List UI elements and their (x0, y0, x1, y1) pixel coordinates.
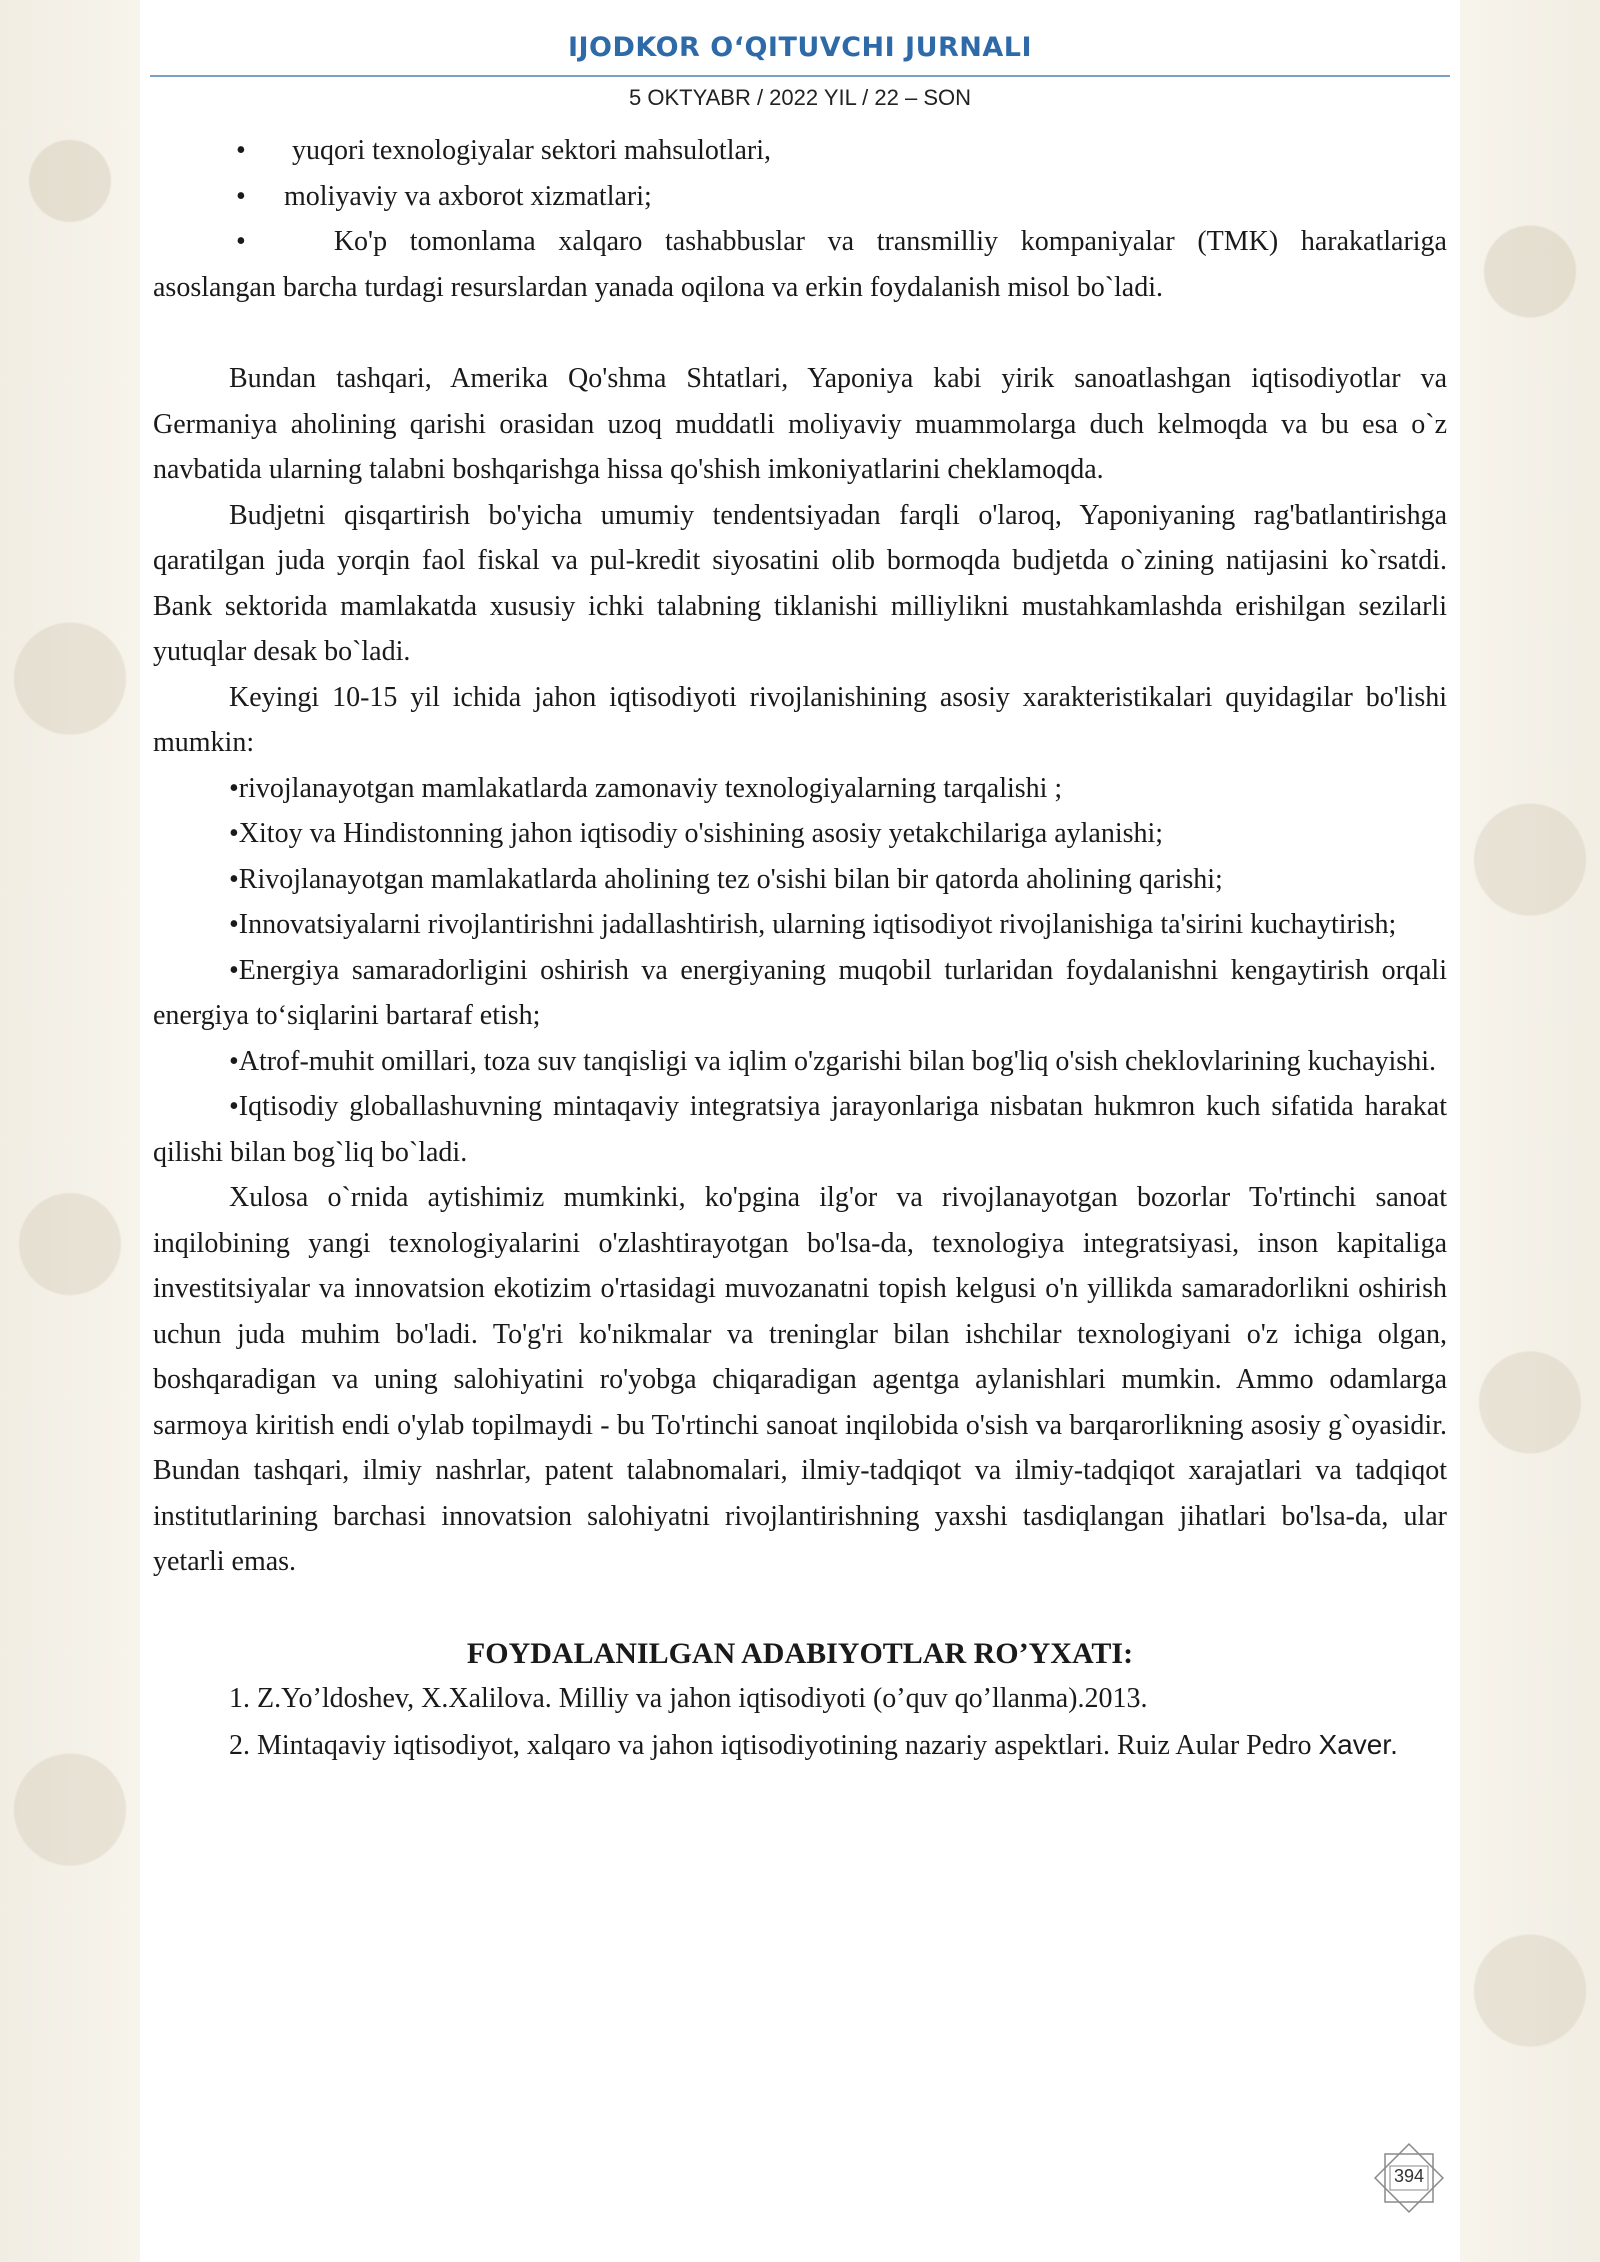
list-item: •Xitoy va Hindistonning jahon iqtisodiy o'sishining asosiy yetakchilariga aylanishi; (229, 818, 1164, 849)
references-title: FOYDALANILGAN ADABIYOTLAR RO’YXATI: (466, 1636, 1134, 1670)
left-ornament-border (0, 0, 140, 2262)
list-item: •Atrof-muhit omillari, toza suv tanqisligi va iqlim o'zgarishi bilan bog'liq o'sish cheklovlarining kuchayishi. (229, 1045, 1436, 1077)
right-ornament-border (1460, 0, 1600, 2262)
list-item: • moliyaviy va axborot xizmatlari; (153, 174, 1447, 220)
bullet-icon: • (236, 135, 246, 166)
list-item: •Rivojlanayotgan mamlakatlarda aholining tez o'sishi bilan bir qatorda aholining qarishi; (229, 863, 1223, 895)
list-item: •Energiya samaradorligini oshirish va energiyaning muqobil turlaridan foydalanishni kengaytirish orqali energiya to‘siqlarini bartaraf etish; (153, 954, 1447, 1031)
page-number: 394 (1393, 2166, 1425, 2186)
article-body (153, 128, 1447, 1768)
conclusion-paragraph: Xulosa o`rnida aytishimiz mumkinki, ko'pgina ilg'or va rivojlanayotgan bozorlar To'rtinchi sanoat inqilobining yangi texnologiyalarini o'zlashtirayotgan bo'lsa-da, texnologiya integratsiyasi, inson kapitaliga investitsiyalar va innovatsion ekotizim o'rtasidagi muvozanatni topish kelgusi o'n yillikda samaradorlikni oshirish uchun juda muhim bo'ladi. To'g'ri ko'nikmalar va treninglar bilan ishchilar texnologiyani o'z ichiga olgan, boshqaradigan va uning salohiyatini ro'yobga chiqaradigan agentga aylanishlari mumkin. Ammo odamlarga sarmoya kiritish endi o'ylab topilmaydi - bu To'rtinchi sanoat inqilobida o'sish va barqarorlikning asosiy g`oyasidir. Bundan tashqari, ilmiy nashrlar, patent talabnomalari, ilmiy-tadqiqot va ilmiy-tadqiqot xarajatlari va tadqiqot institutlarining barchasi innovatsion salohiyatni rivojlantirishning yaxshi tasdiqlangan jihatlari bo'lsa-da, ular yetarli emas. (153, 1182, 1447, 1577)
list-item: • yuqori texnologiyalar sektori mahsulotlari, (153, 128, 1447, 174)
journal-title: IJODKOR O‘QITUVCHI JURNALI (567, 32, 1033, 63)
list-item: •rivojlanayotgan mamlakatlarda zamonaviy texnologiyalarning tarqalishi ; (229, 772, 1063, 804)
list-item: • Ko'p tomonlama xalqaro tashabbuslar va transmilliy kompaniyalar (TMK) harakatlariga asoslangan barcha turdagi resurslardan yanada oqilona va erkin foydalanish misol bo`ladi. (153, 226, 1447, 303)
spacer (153, 310, 1447, 356)
reference-item: 2. Mintaqaviy iqtisodiyot, xalqaro va jahon iqtisodiyotining nazariy aspektlari. Ruiz Aular Pedro Xaver. (229, 1728, 1398, 1761)
page-header (150, 32, 1450, 111)
issue-info: 5 OKTYABR / 2022 YIL / 22 – SON (629, 85, 971, 110)
list-item: •Innovatsiyalarni rivojlantirishni jadallashtirish, ularning iqtisodiyot rivojlanishiga ta'sirini kuchaytirish; (229, 909, 1397, 940)
reference-item: 1. Z.Yo’ldoshev, X.Xalilova. Milliy va jahon iqtisodiyoti (o’quv qo’llanma).2013. (229, 1683, 1148, 1714)
list-item: •Iqtisodiy globallashuvning mintaqaviy integratsiya jarayonlariga nisbatan hukmron kuch sifatida harakat qilishi bilan bog`liq bo`ladi. (153, 1091, 1447, 1168)
paragraph: Budjetni qisqartirish bo'yicha umumiy tendentsiyadan farqli o'laroq, Yaponiyaning rag'batlantirishga qaratilgan juda yorqin faol fiskal va pul-kredit siyosatini olib bormoqda budjetda o`zining natijasini ko`rsatdi. Bank sektorida mamlakatda xususiy ichki talabning tiklanishi milliylikni mustahkamlashda erishilgan sezilarli yutuqlar desak bo`ladi. (153, 499, 1447, 667)
page-number-badge (1371, 2140, 1447, 2216)
bullet-icon: • (236, 180, 246, 212)
paragraph: Keyingi 10-15 yil ichida jahon iqtisodiyoti rivojlanishining asosiy xarakteristikalari quyidagilar bo'lishi mumkin: (153, 681, 1447, 758)
header-divider (150, 75, 1450, 77)
paragraph: Bundan tashqari, Amerika Qo'shma Shtatlari, Yaponiya kabi yirik sanoatlashgan iqtisodiyotlar va Germaniya aholining qarishi orasidan uzoq muddatli moliyaviy muammolarga duch kelmoqda va bu esa o`z navbatida ularning talabni boshqarishga hissa qo'shish imkoniyatlarini cheklamoqda. (153, 363, 1447, 485)
bullet-icon: • (236, 226, 246, 257)
